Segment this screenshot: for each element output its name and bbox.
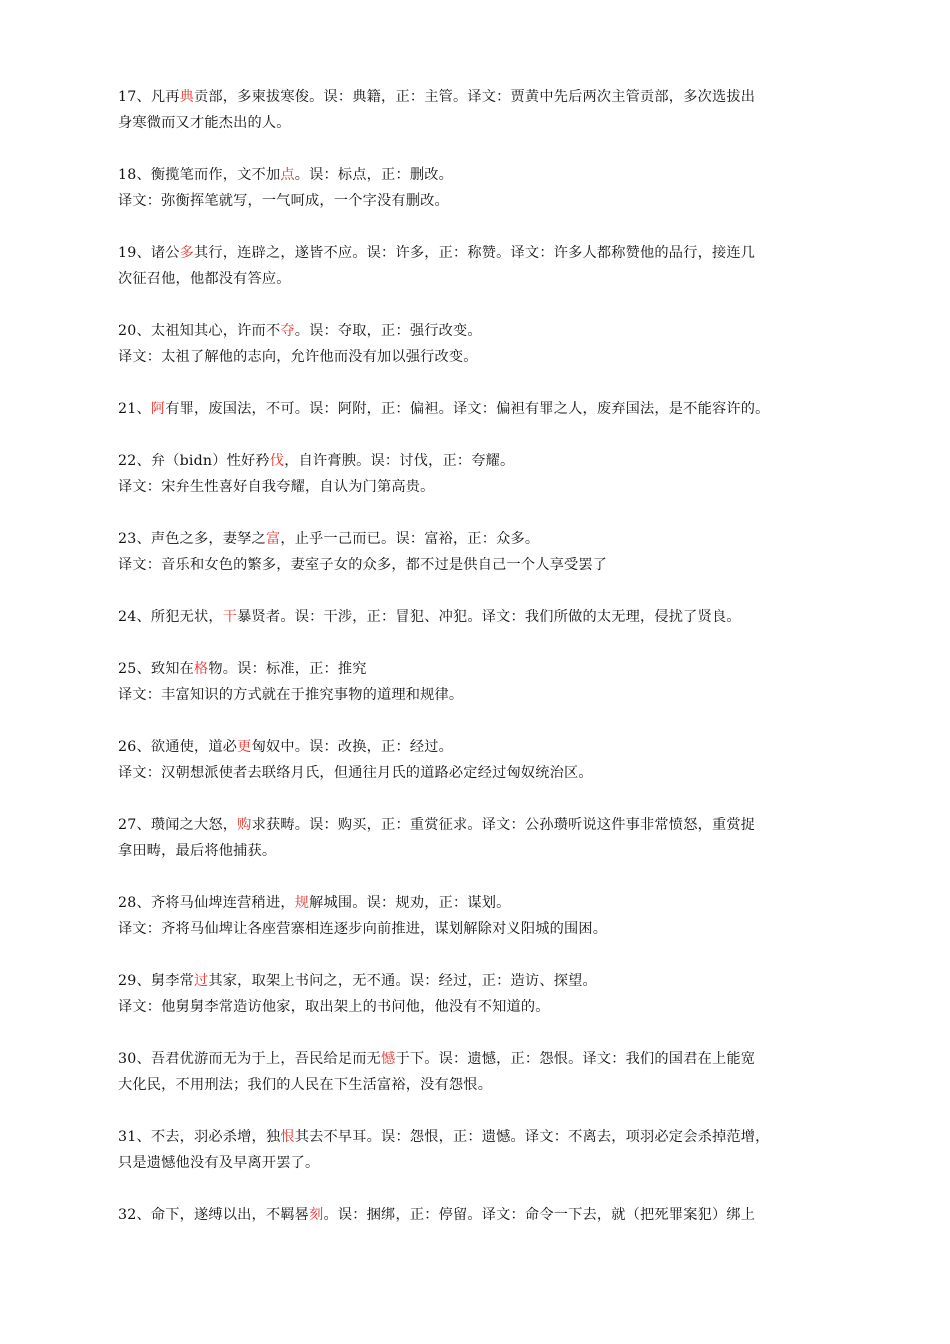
highlighted-word: 恨 — [280, 1129, 295, 1145]
entry-29 — [118, 968, 830, 1020]
line-text: 24、所犯无状， — [118, 609, 223, 625]
entry-spacer — [118, 292, 830, 318]
highlighted-word: 规 — [294, 895, 310, 911]
line-text: 18、衡揽笔而作，文不加 — [118, 167, 281, 183]
entry-30 — [118, 1046, 830, 1098]
entry-spacer — [118, 864, 830, 890]
highlighted-word: 干 — [222, 609, 238, 625]
entry-line — [118, 552, 830, 578]
entry-spacer — [118, 214, 830, 240]
line-text: 身寒微而又才能杰出的人。 — [118, 115, 291, 131]
line-text: 。误：标点，正：删改。 — [294, 167, 453, 183]
entry-line — [118, 266, 830, 292]
entry-spacer — [118, 422, 830, 448]
line-text: 译文：汉朝想派使者去联络月氏，但通往月氏的道路必定经过匈奴统治区。 — [118, 765, 593, 781]
entry-line — [118, 344, 830, 370]
entry-line — [118, 448, 830, 474]
entry-line — [118, 84, 830, 110]
entry-line — [118, 110, 830, 136]
line-text: ，止乎一己而已。误：富裕，正：众多。 — [280, 531, 540, 547]
line-text: 其行，连辟之，遂皆不应。误：许多，正：称赞。译文：许多人都称赞他的品行，接连几 — [194, 245, 756, 261]
entry-line — [118, 526, 830, 552]
entry-spacer — [118, 1098, 830, 1124]
entry-line — [118, 994, 830, 1020]
entry-31 — [118, 1124, 830, 1176]
highlighted-word: 阿 — [150, 401, 166, 417]
line-text: 23、声色之多，妻孥之 — [118, 531, 266, 547]
line-text: 匈奴中。误：改换，正：经过。 — [251, 739, 453, 755]
entry-line — [118, 188, 830, 214]
entry-21 — [118, 396, 830, 422]
entry-20 — [118, 318, 830, 370]
line-text: 有罪，废国法，不可。误：阿附，正：偏袒。译文：偏袒有罪之人，废弃国法，是不能容许的。 — [165, 401, 770, 417]
entry-line — [118, 1072, 830, 1098]
entry-spacer — [118, 370, 830, 396]
entry-line — [118, 240, 830, 266]
highlighted-word: 刻 — [309, 1207, 324, 1223]
line-text: 大化民，不用刑法；我们的人民在下生活富裕，没有怨恨。 — [118, 1077, 493, 1093]
highlighted-word: 多 — [179, 245, 195, 261]
highlighted-word: 过 — [194, 973, 209, 989]
entry-line — [118, 474, 830, 500]
entry-22 — [118, 448, 830, 500]
entry-line — [118, 1150, 830, 1176]
line-text: 译文：他舅舅李常造访他家，取出架上的书问他，他没有不知道的。 — [118, 999, 550, 1015]
line-text: 求获畴。误：购买，正：重赏征求。译文：公孙瓒听说这件事非常愤怒，重赏捉 — [251, 817, 756, 833]
highlighted-word: 购 — [237, 817, 252, 833]
document-page — [118, 84, 830, 1228]
line-text: 26、欲通使，道必 — [118, 739, 238, 755]
line-text: 29、舅李常 — [118, 973, 195, 989]
entry-line — [118, 760, 830, 786]
entry-spacer — [118, 708, 830, 734]
line-text: 译文：太祖了解他的志向，允许他而没有加以强行改变。 — [118, 349, 478, 365]
line-text: 于下。误：遗憾，正：怨恨。译文：我们的国君在上能宽 — [395, 1051, 756, 1067]
entry-26 — [118, 734, 830, 786]
line-text: 解城围。误：规劝，正：谋划。 — [309, 895, 511, 911]
entry-line — [118, 396, 830, 422]
entry-spacer — [118, 500, 830, 526]
entry-18 — [118, 162, 830, 214]
entry-spacer — [118, 942, 830, 968]
entry-25 — [118, 656, 830, 708]
line-text: 。误：夺取，正：强行改变。 — [294, 323, 482, 339]
line-text: ，自许膏腴。误：讨伐，正：夸耀。 — [284, 453, 515, 469]
line-text: 21、 — [118, 401, 151, 417]
entry-line — [118, 838, 830, 864]
entry-line — [118, 916, 830, 942]
entry-28 — [118, 890, 830, 942]
entry-line — [118, 656, 830, 682]
entry-line — [118, 1124, 830, 1150]
entry-spacer — [118, 1176, 830, 1202]
entry-line — [118, 604, 830, 630]
entry-spacer — [118, 578, 830, 604]
line-text: 译文：弥衡挥笔就写，一气呵成，一个字没有删改。 — [118, 193, 449, 209]
line-text: 其去不早耳。误：怨恨，正：遗憾。译文：不离去，项羽必定会杀掉范增， — [294, 1129, 770, 1145]
line-text: 27、瓒闻之大怒， — [118, 817, 238, 833]
line-text: 只是遗憾他没有及早离开罢了。 — [118, 1155, 320, 1171]
entry-24 — [118, 604, 830, 630]
line-text: 次征召他，他都没有答应。 — [118, 271, 291, 287]
entry-line — [118, 1202, 830, 1228]
line-text: 22、弁（bidn）性好矜 — [118, 453, 270, 469]
highlighted-word: 富 — [265, 531, 281, 547]
entry-line — [118, 890, 830, 916]
line-text: 译文：丰富知识的方式就在于推究事物的道理和规律。 — [118, 687, 464, 703]
highlighted-word: 伐 — [269, 453, 285, 469]
entry-17 — [118, 84, 830, 136]
line-text: 32、命下，遂缚以出，不羁晷 — [118, 1207, 310, 1223]
line-text: 20、太祖知其心，许而不 — [118, 323, 281, 339]
entry-line — [118, 162, 830, 188]
line-text: 17、凡再 — [118, 89, 180, 105]
line-text: 30、吾君优游而无为于上，吾民给足而无 — [118, 1051, 382, 1067]
line-text: 暴贤者。误：干涉，正：冒犯、冲犯。译文：我们所做的太无理，侵扰了贤良。 — [237, 609, 741, 625]
entry-line — [118, 812, 830, 838]
entry-spacer — [118, 630, 830, 656]
line-text: 译文：齐将马仙埤让各座营寨相连逐步向前推进，谋划解除对义阳城的围困。 — [118, 921, 608, 937]
entry-line — [118, 318, 830, 344]
entry-line — [118, 968, 830, 994]
entry-spacer — [118, 1020, 830, 1046]
line-text: 31、不去，羽必杀增，独 — [118, 1129, 281, 1145]
entry-line — [118, 734, 830, 760]
line-text: 19、诸公 — [118, 245, 180, 261]
entry-spacer — [118, 136, 830, 162]
highlighted-word: 典 — [179, 89, 195, 105]
line-text: 其家，取架上书问之，无不通。误：经过，正：造访、探望。 — [208, 973, 597, 989]
line-text: 28、齐将马仙埤连营稍进， — [118, 895, 295, 911]
entry-spacer — [118, 786, 830, 812]
highlighted-word: 点 — [280, 167, 295, 183]
line-text: 贡部，多柬拔寒俊。误：典籍，正：主管。译文：贾黄中先后两次主管贡部，多次选拔出 — [194, 89, 756, 105]
line-text: 译文：宋弁生性喜好自我夸耀，自认为门第高贵。 — [118, 479, 435, 495]
entry-line — [118, 682, 830, 708]
line-text: 拿田畴，最后将他捕获。 — [118, 843, 277, 859]
entry-23 — [118, 526, 830, 578]
entry-27 — [118, 812, 830, 864]
line-text: 译文：音乐和女色的繁多，妻室子女的众多，都不过是供自己一个人享受罢了 — [118, 557, 608, 573]
line-text: 25、致知在 — [118, 661, 195, 677]
line-text: 物。误：标准，正：推究 — [208, 661, 367, 677]
entry-19 — [118, 240, 830, 292]
highlighted-word: 更 — [237, 739, 252, 755]
line-text: 。误：捆绑，正：停留。译文：命令一下去，就（把死罪案犯）绑上 — [323, 1207, 756, 1223]
highlighted-word: 憾 — [381, 1051, 396, 1067]
entry-32 — [118, 1202, 830, 1228]
highlighted-word: 格 — [194, 661, 209, 677]
entry-line — [118, 1046, 830, 1072]
highlighted-word: 夺 — [280, 323, 295, 339]
